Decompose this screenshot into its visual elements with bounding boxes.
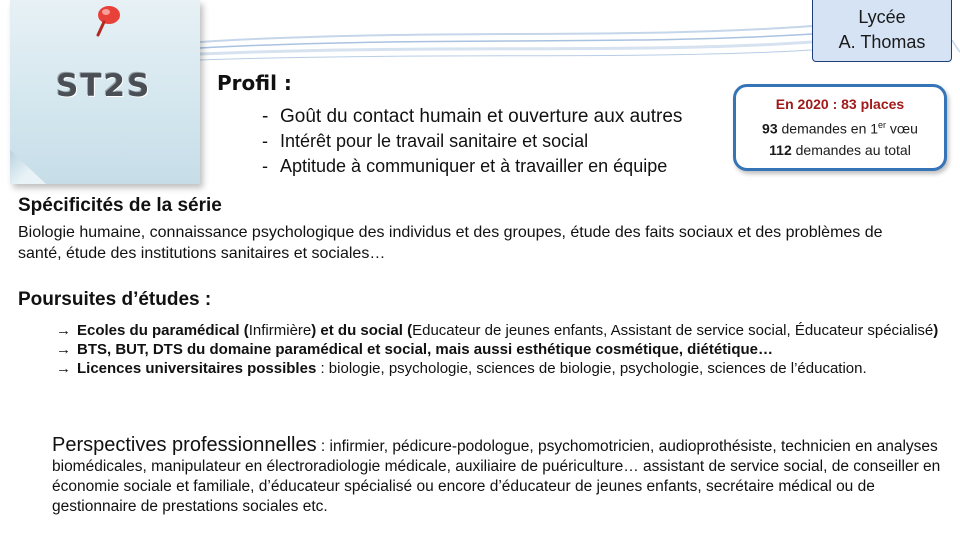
school-badge-line1: Lycée bbox=[858, 7, 906, 27]
profil-item: - Intérêt pour le travail sanitaire et social bbox=[262, 131, 589, 151]
places-first-choice: 93 demandes en 1er vœu bbox=[762, 120, 918, 137]
places-box bbox=[733, 84, 947, 171]
profil-item: - Aptitude à communiquer et à travailler en équipe bbox=[262, 156, 668, 176]
pushpin-icon bbox=[88, 2, 128, 38]
school-badge bbox=[812, 0, 952, 62]
school-badge-line2: A. Thomas bbox=[838, 32, 926, 52]
poursuites-item: → Ecoles du paramédical (Infirmière) et du social (Educateur de jeunes enfants, Assistant de service social, Éducateur spécialisé) bbox=[56, 322, 939, 339]
poursuites-title: Poursuites d’études : bbox=[18, 289, 212, 310]
poursuites-item: → Licences universitaires possibles : biologie, psychologie, sciences de biologie, psychologie, sciences de l’éducation. bbox=[56, 360, 867, 377]
profil-item: - Goût du contact humain et ouverture aux autres bbox=[262, 106, 683, 127]
series-label: ST2S bbox=[56, 68, 152, 104]
places-title: En 2020 : 83 places bbox=[775, 96, 905, 112]
perspectives-block bbox=[52, 435, 947, 517]
poursuites-list bbox=[52, 321, 942, 378]
perspectives-title: Perspectives professionnelles bbox=[52, 434, 317, 456]
profil-list bbox=[262, 104, 682, 179]
perspectives-text: : infirmier, pédicure-podologue, psychomotricien, audioprothésiste, technicien en analyses biomédicales, manipulateur en électroradiologie médicale, auxiliaire de puériculture… assistant de service social, de conseiller en économie sociale et familiale, d’éducateur spécialisé ou encore d’éducateur de jeunes enfants, secrétaire médical ou de gestionnaire de prestations sociales etc. bbox=[52, 438, 941, 515]
profil-title: Profil : bbox=[217, 71, 292, 95]
specificites-title: Spécificités de la série bbox=[18, 195, 222, 216]
places-total: 112 demandes au total bbox=[769, 141, 911, 158]
poursuites-item: → BTS, BUT, DTS du domaine paramédical et social, mais aussi esthétique cosmétique, diététique… bbox=[56, 341, 774, 358]
specificites-text: Biologie humaine, connaissance psychologique des individus et des groupes, étude des faits sociaux et des problèmes de santé, étude des institutions sanitaires et sociales… bbox=[18, 224, 883, 262]
